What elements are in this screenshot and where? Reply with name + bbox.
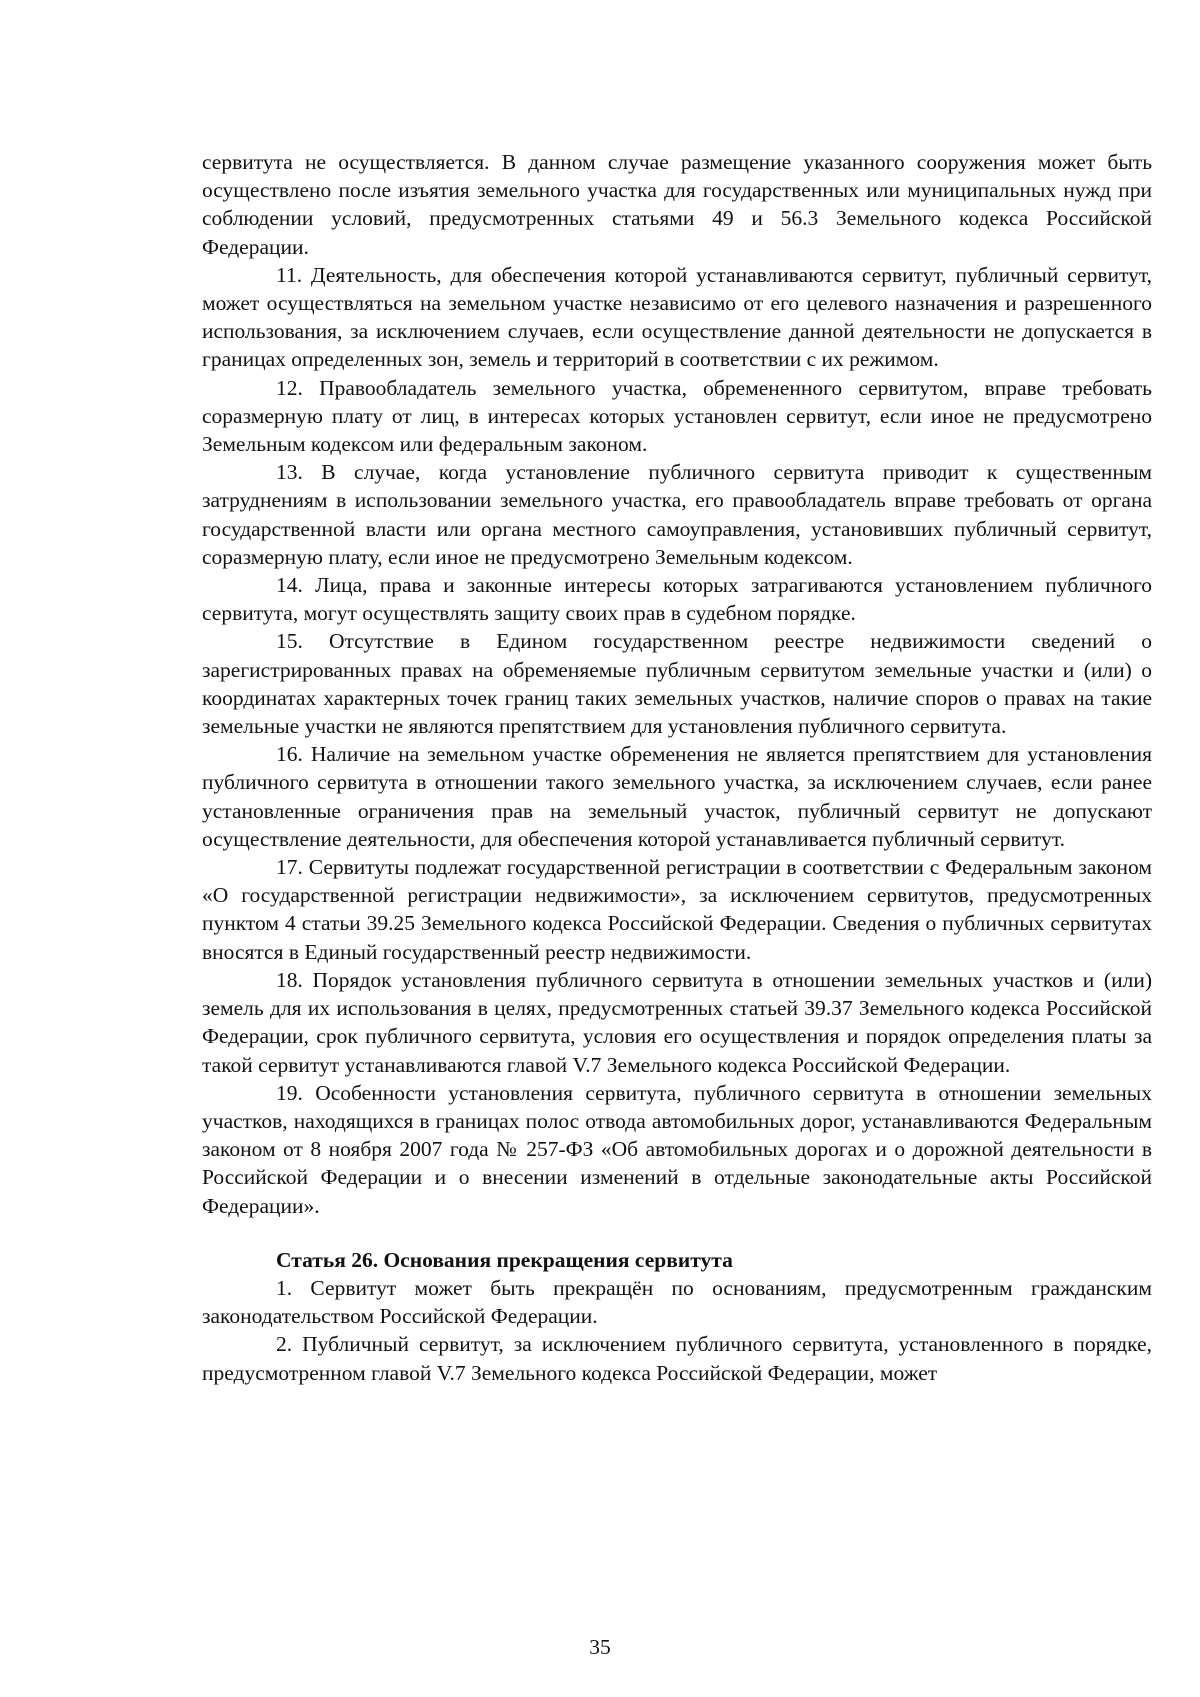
page-number: 35 [589,1635,611,1659]
paragraph-12: 12. Правообладатель земельного участка, обремененного сервитутом, вправе требовать соразмерную плату от лиц, в интересах которых установлен сервитут, если иное не предусмотрено Земельным кодексом или федеральным законом. [202,375,1152,457]
paragraph-13: 13. В случае, когда установление публичного сервитута приводит к существенным затруднениям в использовании земельного участка, его правообладатель вправе требовать от органа государственной власти или органа местного самоуправления, установивших публичный сервитут, соразмерную плату, если иное не предусмотрено Земельным кодексом. [202,460,1152,569]
paragraph-11: 11. Деятельность, для обеспечения которой устанавливаются сервитут, публичный сервитут, может осуществляться на земельном участке независимо от его целевого назначения и разрешенного использования, за исключением случаев, если осуществление данной деятельности не допускается в границах определенных зон, земель и территорий в соответствии с их режимом. [202,262,1152,372]
article-26-paragraph-2: 2. Публичный сервитут, за исключением публичного сервитута, установленного в порядке, предусмотренном главой V.7 Земельного кодекса Российской Федерации, может [202,1332,1152,1385]
paragraph-19: 19. Особенности установления сервитута, публичного сервитута в отношении земельных участков, находящихся в границах полос отвода автомобильных дорог, устанавливаются Федеральным законом от 8 ноября 2007 года № 257-ФЗ «Об автомобильных дорогах и о дорожной деятельности в Российской Федерации и о внесении изменений в отдельные законодательные акты Российской Федерации». [202,1080,1152,1218]
article-26-heading: Статья 26. Основания прекращения сервитута [276,1247,733,1272]
paragraph-16: 16. Наличие на земельном участке обременения не является препятствием для установления публичного сервитута в отношении такого земельного участка, за исключением случаев, если ранее установленные ограничения прав на земельный участок, публичный сервитут не допускают осуществление деятельности, для обеспечения которой устанавливается публичный сервитут. [202,742,1152,851]
paragraph-18: 18. Порядок установления публичного сервитута в отношении земельных участков и (или) земель для их использования в целях, предусмотренных статьей 39.37 Земельного кодекса Российской Федерации, срок публичного сервитута, условия его осуществления и порядок определения платы за такой сервитут устанавливаются главой V.7 Земельного кодекса Российской Федерации. [202,967,1152,1077]
paragraph-17: 17. Сервитуты подлежат государственной регистрации в соответствии с Федеральным законом «О государственной регистрации недвижимости», за исключением сервитутов, предусмотренных пунктом 4 статьи 39.25 Земельного кодекса Российской Федерации. Сведения о публичных сервитутах вносятся в Единый государственный реестр недвижимости. [202,855,1152,964]
paragraph-15: 15. Отсутствие в Едином государственном реестре недвижимости сведений о зарегистрированных правах на обременяемые публичным сервитутом земельные участки и (или) о координатах характерных точек границ таких земельных участков, наличие споров о правах на такие земельные участки не являются препятствием для установления публичного сервитута. [202,629,1152,739]
article-26-paragraph-1: 1. Сервитут может быть прекращён по основаниям, предусмотренным гражданским законодательством Российской Федерации. [202,1275,1152,1329]
paragraph-14: 14. Лица, права и законные интересы которых затрагиваются установлением публичного сервитута, могут осуществлять защиту своих прав в судебном порядке. [202,573,1152,626]
document-body [202,148,1152,1387]
paragraph-continuation: сервитута не осуществляется. В данном случае размещение указанного сооружения может быть осуществлено после изъятия земельного участка для государственных или муниципальных нужд при соблюдении условий, предусмотренных статьями 49 и 56.3 Земельного кодекса Российской Федерации. [202,150,1152,259]
